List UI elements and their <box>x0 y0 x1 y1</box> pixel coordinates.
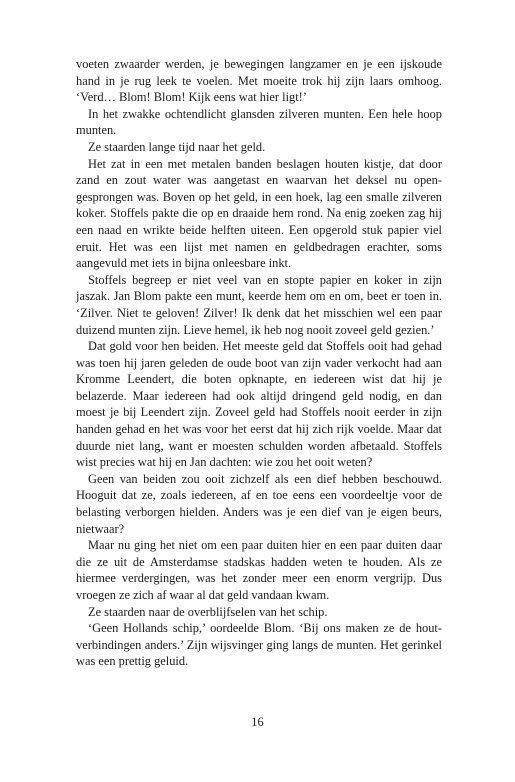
paragraph: Het zat in een met metalen banden beslagen houten kistje, dat door zand en zout water was aangetast en waarvan het deksel nu opengesprongen was. Boven op het geld, in een hoek, lag een smalle zilveren koker. Stoffels pakte die op en draaide hem rond. Na enig zoeken zag hij een naad en wrikte beide helften uiteen. Een opgerold stuk papier viel eruit. Het was een lijst met namen en geldbedragen erachter, soms aangevuld met iets in bijna onleesbare inkt. <box>76 156 442 271</box>
page-text <box>76 56 442 670</box>
paragraph: Maar nu ging het niet om een paar duiten hier en een paar duiten daar die ze uit de Amsterdamse stadskas hadden weten te houden. Als ze hiermee verdergingen, was het zonder meer een enorm vergrijp. Dus vroegen ze zich af waar al dat geld vandaan kwam. <box>76 538 442 602</box>
paragraph: Ze staarden lange tijd naar het geld. <box>88 139 266 154</box>
paragraph: voeten zwaarder werden, je bewegingen langzamer en je een ijskoude hand in je rug leek te voelen. Met moeite trok hij zijn laars omhoog. ‘Verd… Blom! Blom! Kijk eens wat hier ligt!’ <box>76 57 442 105</box>
paragraph: Stoffels begreep er niet veel van en stopte papier en koker in zijn jaszak. Jan Blom pakte een munt, keerde hem om en om, beet er toen in. ‘Zilver. Niet te geloven! Zilver! Ik denk dat het misschien wel een paar duizend munten zijn. Lieve hemel, ik heb nog nooit zoveel geld gezien.’ <box>76 272 442 337</box>
paragraph: In het zwakke ochtendlicht glansden zilveren munten. Een hele hoop munten. <box>76 106 442 138</box>
page-number: 16 <box>251 715 264 729</box>
paragraph: Geen van beiden zou ooit zichzelf als een dief hebben beschouwd. Hooguit dat ze, zoals iedereen, af en toe eens een voordeeltje voor de belasting verborgen hielden. Anders was je een dief van je eigen beurs, nietwaar? <box>76 471 442 536</box>
paragraph: ‘Geen Hollands schip,’ oordeelde Blom. ‘Bij ons maken ze de houtverbindingen anders.’ Zijn wijsvinger ging langs de munten. Het gerinkel was een prettig geluid. <box>76 621 442 669</box>
paragraph: Dat gold voor hen beiden. Het meeste geld dat Stoffels ooit had gehad was toen hij jaren geleden de oude boot van zijn vader verkocht had aan Kromme Leendert, die boten opknapte, en iedereen wist dat hij je belazerde. Maar iedereen had ook altijd dringend geld nodig, en dan moest je bij Leendert zijn. Zoveel geld had Stoffels nooit eerder in zijn handen gehad en het was voor het eerst dat hij zich rijk voelde. Maar dat duurde niet lang, want er moesten schulden worden afbetaald. Stoffels wist precies wat hij en Jan dachten: wie zou het ooit weten? <box>76 339 442 470</box>
paragraph: Ze staarden naar de overblijfselen van het schip. <box>88 604 328 619</box>
